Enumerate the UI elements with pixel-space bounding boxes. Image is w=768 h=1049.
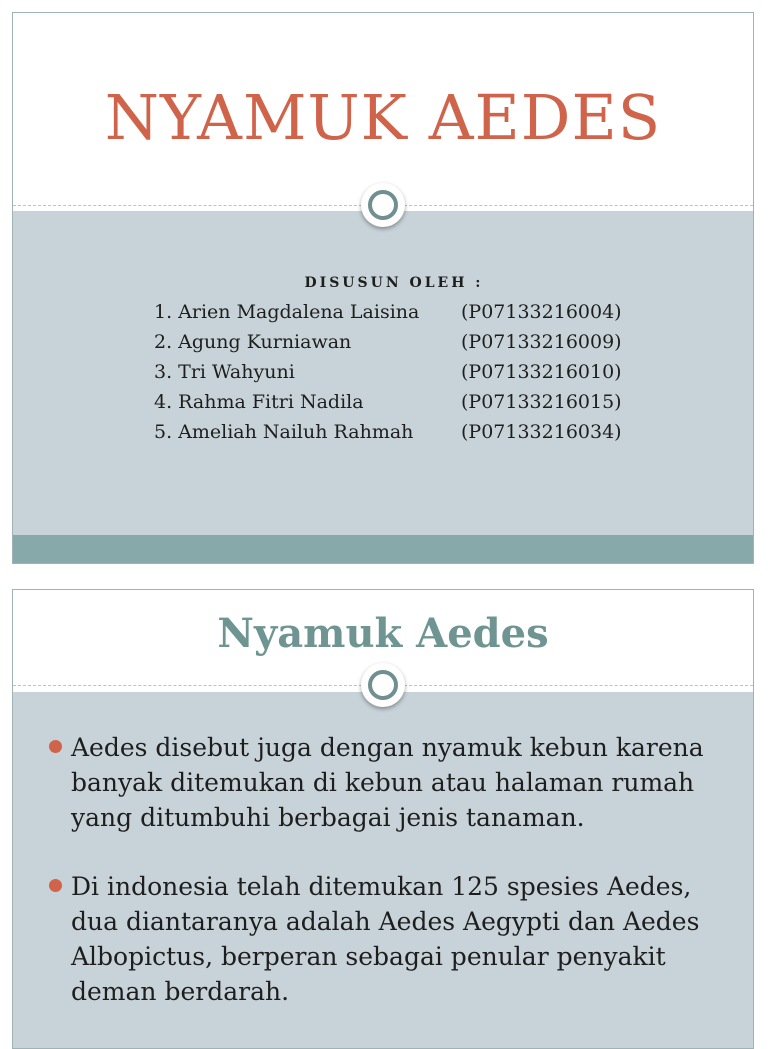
author-name: 3. Tri Wahyuni	[154, 361, 295, 383]
bullet-text: Di indonesia telah ditemukan 125 spesies Aedes, dua diantaranya adalah Aedes Aegypti dan Aedes Albopictus, berperan sebagai penular penyakit deman berdarah.	[71, 872, 700, 1006]
footer-bar	[13, 535, 753, 563]
author-name: 5. Ameliah Nailuh Rahmah	[154, 421, 414, 443]
presentation-title: NYAMUK AEDES	[104, 81, 662, 154]
authors-block	[154, 275, 634, 447]
bullet-dot-icon	[49, 879, 62, 892]
author-name: 2. Agung Kurniawan	[154, 331, 352, 353]
author-id: (P07133216010)	[461, 361, 622, 383]
author-name: 4. Rahma Fitri Nadila	[154, 391, 364, 413]
title-slide	[12, 12, 754, 564]
author-row	[154, 297, 634, 327]
author-id: (P07133216004)	[461, 301, 622, 323]
author-row	[154, 417, 634, 447]
author-id: (P07133216034)	[461, 421, 622, 443]
circle-ornament-icon	[361, 183, 405, 227]
author-name: 1. Arien Magdalena Laisina	[154, 301, 420, 323]
author-row	[154, 357, 634, 387]
author-id: (P07133216015)	[461, 391, 622, 413]
bullet-item	[49, 869, 729, 1009]
author-row	[154, 387, 634, 417]
author-row	[154, 327, 634, 357]
title-area	[13, 13, 753, 205]
bullet-item	[49, 730, 729, 835]
circle-ornament-icon	[361, 663, 405, 707]
slide-title: Nyamuk Aedes	[217, 610, 549, 657]
bullet-list	[49, 730, 729, 1043]
author-id: (P07133216009)	[461, 331, 622, 353]
bullet-text: Aedes disebut juga dengan nyamuk kebun karena banyak ditemukan di kebun atau halaman rumah yang ditumbuhi berbagai jenis tanaman.	[71, 733, 704, 832]
content-slide	[12, 589, 754, 1049]
authors-heading: DISUSUN OLEH :	[304, 275, 484, 291]
bullet-dot-icon	[49, 740, 62, 753]
